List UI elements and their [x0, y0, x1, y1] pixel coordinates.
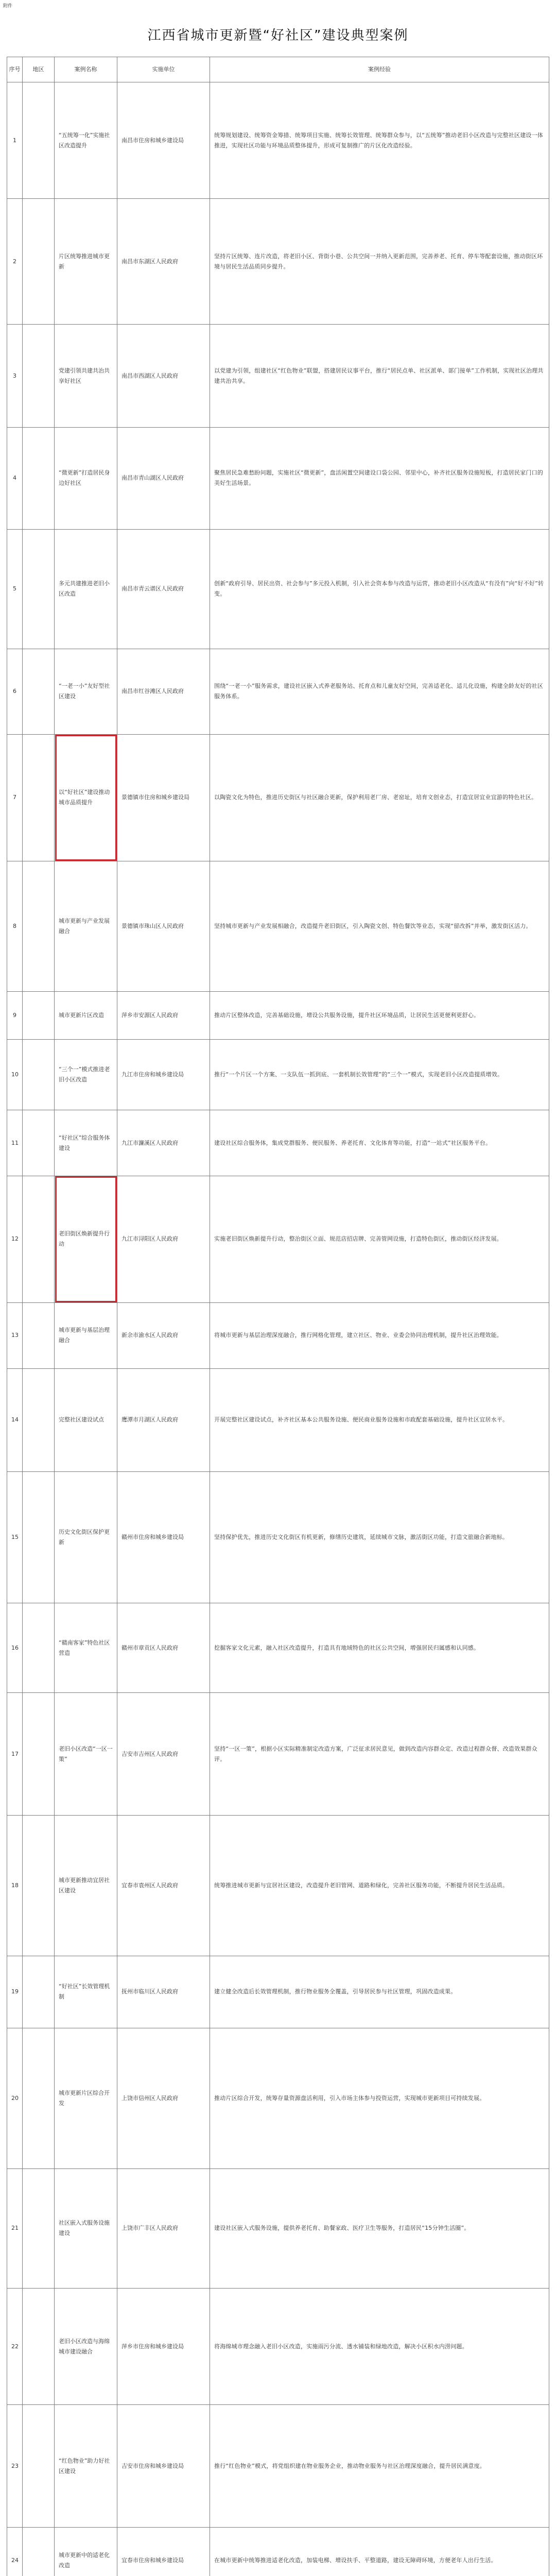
table-row	[7, 2168, 549, 2288]
table-row	[7, 428, 549, 529]
case-number: 11	[7, 1110, 23, 1176]
case-experience: 推行“一个片区一个方案、一支队伍一抓到底、一套机制长效管理”的“三个一”模式，实现老旧小区改造提质增效。	[210, 1040, 549, 1110]
case-experience: 以陶瓷文化为特色，推进历史街区与社区融合更新，保护利用老厂房、老窑址，培育文创业态，打造宜居宜业宜游的特色社区。	[210, 734, 549, 861]
case-experience: 建立健全改造后长效管理机制，推行物业服务全覆盖，引导居民参与社区管理，巩固改造成果。	[210, 1956, 549, 2028]
case-unit: 南昌市东湖区人民政府	[117, 199, 210, 325]
case-number: 4	[7, 428, 23, 529]
case-unit: 南昌市青山湖区人民政府	[117, 428, 210, 529]
case-experience: 推行“红色物业”模式，将党组织建在物业服务企业，推动物业服务与社区治理深度融合，提升居民满意度。	[210, 2405, 549, 2528]
case-unit: 新余市渝水区人民政府	[117, 1303, 210, 1369]
case-region	[23, 1816, 55, 1956]
case-experience: 实施老旧街区焕新提升行动，整治街区立面、规范店招店牌、完善管网设施，打造特色街区，推动街区经济发展。	[210, 1176, 549, 1302]
case-name: 城市更新中的适老化改造	[55, 2528, 117, 2576]
case-name: 城市更新片区综合开发	[55, 2028, 117, 2168]
case-region	[23, 1040, 55, 1110]
table-row	[7, 1040, 549, 1110]
table-row	[7, 861, 549, 992]
case-number: 5	[7, 529, 23, 649]
table-row	[7, 992, 549, 1040]
case-region	[23, 1693, 55, 1816]
case-number: 14	[7, 1368, 23, 1471]
case-region	[23, 199, 55, 325]
case-name: 城市更新片区改造	[55, 992, 117, 1040]
case-unit: 吉安市住房和城乡建设局	[117, 2405, 210, 2528]
case-number: 23	[7, 2405, 23, 2528]
case-region	[23, 428, 55, 529]
case-rows	[7, 82, 549, 2576]
case-region	[23, 1603, 55, 1693]
case-unit: 萍乡市安源区人民政府	[117, 992, 210, 1040]
table-row	[7, 734, 549, 861]
attachment-label: 附件	[3, 4, 13, 9]
case-name: 社区嵌入式服务设施建设	[55, 2168, 117, 2288]
case-experience: 以党建为引领，组建社区“红色物业”联盟，搭建居民议事平台，推行“居民点单、社区派单、部门接单”工作机制，实现社区治理共建共治共享。	[210, 325, 549, 428]
case-region	[23, 1368, 55, 1471]
header-case-name: 案例名称	[55, 57, 117, 82]
case-region	[23, 2288, 55, 2404]
document-title: 江西省城市更新暨“好社区”建设典型案例	[147, 28, 409, 43]
case-region	[23, 1303, 55, 1369]
table-header-row	[7, 57, 549, 82]
case-unit: 景德镇市珠山区人民政府	[117, 861, 210, 992]
table-row	[7, 1368, 549, 1471]
case-number: 21	[7, 2168, 23, 2288]
table-row	[7, 2028, 549, 2168]
case-name: “微更新”打造居民身边好社区	[55, 428, 117, 529]
case-name: 城市更新与产业发展融合	[55, 861, 117, 992]
case-unit: 南昌市青云谱区人民政府	[117, 529, 210, 649]
table-row	[7, 1176, 549, 1302]
case-region	[23, 2168, 55, 2288]
case-number: 12	[7, 1176, 23, 1302]
case-experience: 建设社区嵌入式服务设施，提供养老托育、助餐家政、医疗卫生等服务，打造居民“15分钟生活圈”。	[210, 2168, 549, 2288]
case-unit: 九江市住房和城乡建设局	[117, 1040, 210, 1110]
case-name: “五统筹一化”实施社区改造提升	[55, 82, 117, 199]
case-number: 15	[7, 1471, 23, 1603]
case-region	[23, 325, 55, 428]
header-number: 序号	[7, 57, 23, 82]
case-experience: 创新“政府引导、居民出资、社会参与”多元投入机制，引入社会资本参与改造与运营，推动老旧小区改造从“有没有”向“好不好”转变。	[210, 529, 549, 649]
case-experience: 统筹规划建设、统筹资金筹措、统筹项目实施、统筹长效管理、统筹群众参与，以“五统筹”推动老旧小区改造与完整社区建设一体推进，实现社区功能与环境品质整体提升，形成可复制推广的片区化改造经验。	[210, 82, 549, 199]
case-experience: 将城市更新与基层治理深度融合，推行网格化管理，建立社区、物业、业委会协同治理机制，提升社区治理效能。	[210, 1303, 549, 1369]
case-unit: 抚州市临川区人民政府	[117, 1956, 210, 2028]
case-name: “红色物业”助力好社区建设	[55, 2405, 117, 2528]
table-row	[7, 1303, 549, 1369]
table-row	[7, 82, 549, 199]
case-unit: 南昌市西湖区人民政府	[117, 325, 210, 428]
table-row	[7, 649, 549, 734]
table-row	[7, 2288, 549, 2404]
case-name: 多元共建推进老旧小区改造	[55, 529, 117, 649]
header-experience: 案例经验	[210, 57, 549, 82]
case-name: 老旧小区改造与海绵城市建设融合	[55, 2288, 117, 2404]
case-unit: 上饶市信州区人民政府	[117, 2028, 210, 2168]
case-experience: 在城市更新中统筹推进适老化改造，加装电梯、增设扶手、平整道路，建设无障碍环境，方便老年人出行生活。	[210, 2528, 549, 2576]
case-unit: 赣州市住房和城乡建设局	[117, 1471, 210, 1603]
case-unit: 九江市濂溪区人民政府	[117, 1110, 210, 1176]
case-name: “三个一”模式推进老旧小区改造	[55, 1040, 117, 1110]
case-experience: 坚持片区统筹、连片改造，将老旧小区、背街小巷、公共空间一并纳入更新范围，完善养老、托育、停车等配套设施，推动街区环境与居民生活品质同步提升。	[210, 199, 549, 325]
table-row	[7, 1693, 549, 1816]
case-region	[23, 992, 55, 1040]
case-region	[23, 1471, 55, 1603]
case-unit: 景德镇市住房和城乡建设局	[117, 734, 210, 861]
case-table	[7, 57, 549, 2576]
case-unit: 上饶市广丰区人民政府	[117, 2168, 210, 2288]
case-experience: 统筹推进城市更新与宜居社区建设，改造提升老旧管网、道路和绿化，完善社区服务功能，不断提升居民生活品质。	[210, 1816, 549, 1956]
case-number: 13	[7, 1303, 23, 1369]
case-number: 6	[7, 649, 23, 734]
case-unit: 南昌市住房和城乡建设局	[117, 82, 210, 199]
case-region	[23, 734, 55, 861]
case-experience: 围绕“一老一小”服务需求，建设社区嵌入式养老服务站、托育点和儿童友好空间，完善适老化、适儿化设施，构建全龄友好的社区服务体系。	[210, 649, 549, 734]
case-number: 1	[7, 82, 23, 199]
case-experience: 建设社区综合服务体，集成党群服务、便民服务、养老托育、文化体育等功能，打造“一站式”社区服务平台。	[210, 1110, 549, 1176]
case-number: 7	[7, 734, 23, 861]
case-region	[23, 649, 55, 734]
table-row	[7, 1603, 549, 1693]
case-experience: 推动片区综合开发，统筹存量资源盘活利用，引入市场主体参与投资运营，实现城市更新项目可持续发展。	[210, 2028, 549, 2168]
header-unit: 实施单位	[117, 57, 210, 82]
case-name: 历史文化街区保护更新	[55, 1471, 117, 1603]
table-row	[7, 1110, 549, 1176]
case-experience: 将海绵城市理念融入老旧小区改造，实施雨污分流、透水铺装和绿地改造，解决小区积水内涝问题。	[210, 2288, 549, 2404]
case-unit: 九江市浔阳区人民政府	[117, 1176, 210, 1302]
case-number: 2	[7, 199, 23, 325]
case-experience: 坚持“一区一策”，根据小区实际精准制定改造方案，广泛征求居民意见，做到改造内容群众定、改造过程群众督、改造效果群众评。	[210, 1693, 549, 1816]
case-experience: 坚持城市更新与产业发展相融合，改造提升老旧街区，引入陶瓷文创、特色餐饮等业态，实现“留改拆”并举，激发街区活力。	[210, 861, 549, 992]
case-experience: 推动片区整体改造，完善基础设施，增设公共服务设施，提升社区环境品质，让居民生活更便利更舒心。	[210, 992, 549, 1040]
case-name: “好社区”综合服务体建设	[55, 1110, 117, 1176]
case-number: 22	[7, 2288, 23, 2404]
case-name: 城市更新推动宜居社区建设	[55, 1816, 117, 1956]
case-unit: 吉安市吉州区人民政府	[117, 1693, 210, 1816]
case-number: 19	[7, 1956, 23, 2028]
case-experience: 挖掘客家文化元素，融入社区改造提升，打造具有地域特色的社区公共空间，增强居民归属感和认同感。	[210, 1603, 549, 1693]
case-experience: 开展完整社区建设试点，补齐社区基本公共服务设施、便民商业服务设施和市政配套基础设施，提升社区宜居水平。	[210, 1368, 549, 1471]
case-number: 3	[7, 325, 23, 428]
case-number: 17	[7, 1693, 23, 1816]
case-experience: 坚持保护优先，推进历史文化街区有机更新，修缮历史建筑，延续城市文脉，激活街区功能，打造文旅融合新地标。	[210, 1471, 549, 1603]
case-number: 10	[7, 1040, 23, 1110]
table-row	[7, 1956, 549, 2028]
case-unit: 宜春市住房和城乡建设局	[117, 2528, 210, 2576]
case-region	[23, 861, 55, 992]
case-region	[23, 1176, 55, 1302]
case-name: 片区统筹推进城市更新	[55, 199, 117, 325]
case-name: 以“好社区”建设推动城市品质提升	[55, 734, 117, 861]
case-name: “一老一小”友好型社区建设	[55, 649, 117, 734]
case-region	[23, 82, 55, 199]
case-region	[23, 1956, 55, 2028]
table-row	[7, 529, 549, 649]
case-name: 老旧街区焕新提升行动	[55, 1176, 117, 1302]
case-region	[23, 2028, 55, 2168]
case-experience: 聚焦居民急难愁盼问题，实施社区“微更新”，盘活闲置空间建设口袋公园、邻里中心，补齐社区服务设施短板，打造居民家门口的美好生活场景。	[210, 428, 549, 529]
case-unit: 萍乡市住房和城乡建设局	[117, 2288, 210, 2404]
case-unit: 宜春市袁州区人民政府	[117, 1816, 210, 1956]
case-unit: 南昌市红谷滩区人民政府	[117, 649, 210, 734]
table-row	[7, 2405, 549, 2528]
case-number: 24	[7, 2528, 23, 2576]
case-number: 18	[7, 1816, 23, 1956]
table-row	[7, 1471, 549, 1603]
case-number: 8	[7, 861, 23, 992]
case-number: 20	[7, 2028, 23, 2168]
table-row	[7, 2528, 549, 2576]
table-row	[7, 199, 549, 325]
case-name: 老旧小区改造“一区一策”	[55, 1693, 117, 1816]
case-number: 16	[7, 1603, 23, 1693]
case-unit: 鹰潭市月湖区人民政府	[117, 1368, 210, 1471]
case-region	[23, 2405, 55, 2528]
case-region	[23, 529, 55, 649]
case-name: “赣南客家”特色社区营造	[55, 1603, 117, 1693]
table-row	[7, 325, 549, 428]
table-row	[7, 1816, 549, 1956]
header-region: 地区	[23, 57, 55, 82]
case-number: 9	[7, 992, 23, 1040]
case-unit: 赣州市章贡区人民政府	[117, 1603, 210, 1693]
case-region	[23, 2528, 55, 2576]
case-name: 党建引领共建共治共享好社区	[55, 325, 117, 428]
case-name: 城市更新与基层治理融合	[55, 1303, 117, 1369]
case-region	[23, 1110, 55, 1176]
case-name: “好社区”长效管理机制	[55, 1956, 117, 2028]
case-name: 完整社区建设试点	[55, 1368, 117, 1471]
